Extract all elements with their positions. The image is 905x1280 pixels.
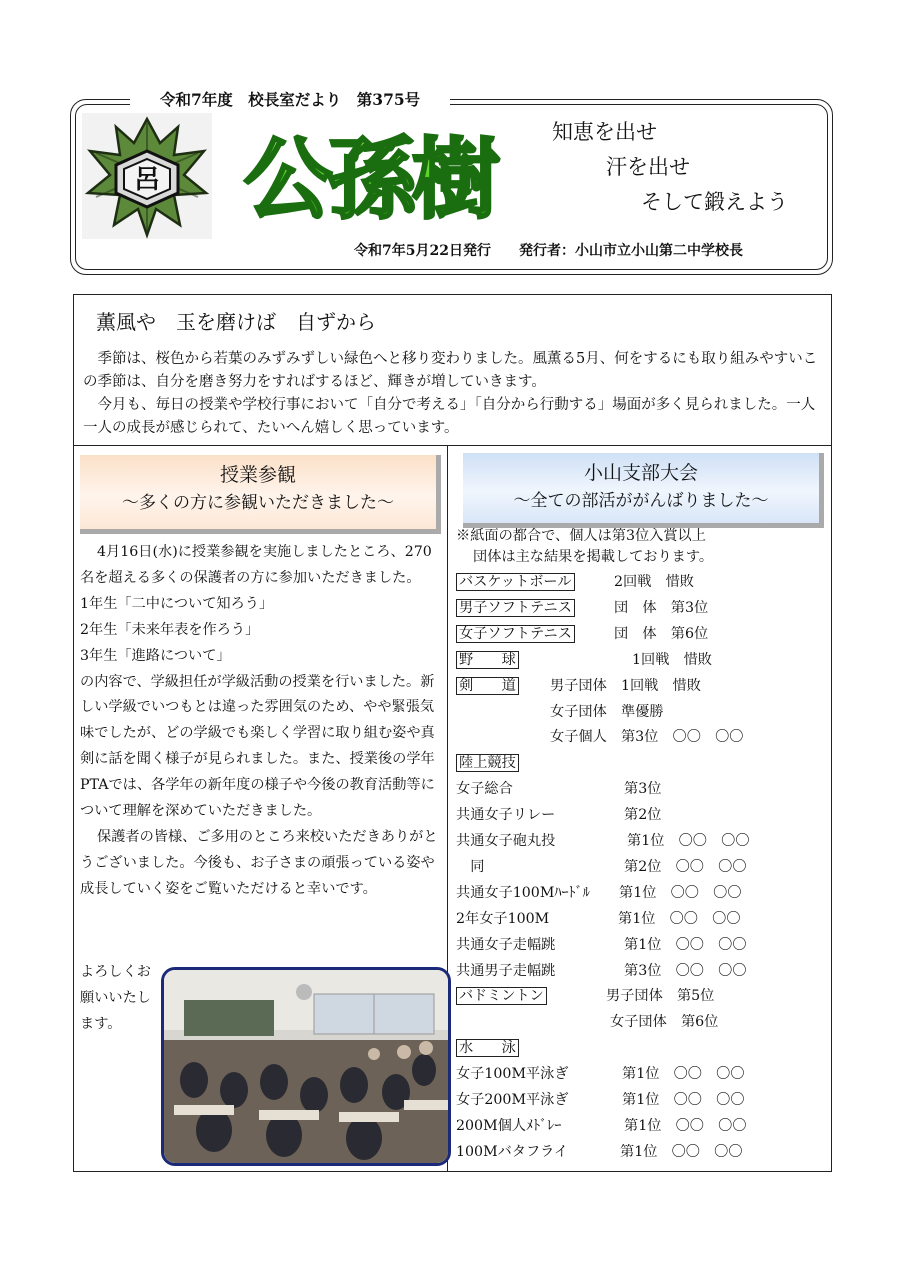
slogan-line-2: 汗を出せ xyxy=(606,155,690,179)
event-name: 女子100M平泳ぎ xyxy=(456,1066,569,1083)
emblem-text: 呂 xyxy=(133,165,161,195)
grade-topic: 2年生「未来年表を作ろう」 xyxy=(80,621,260,638)
club-name: 剣 道 xyxy=(456,677,519,695)
results-note xyxy=(456,526,713,568)
newsletter-title xyxy=(220,118,520,236)
result-category xyxy=(456,985,547,1007)
event-name: 共通女子100Mﾊｰﾄﾞﾙ xyxy=(456,884,590,901)
slogan-line-1: 知恵を出せ xyxy=(552,120,657,144)
result-category xyxy=(456,778,513,800)
event-name: 200M個人ﾒﾄﾞﾚｰ xyxy=(456,1117,562,1134)
result-detail: 第1位 〇〇 〇〇 xyxy=(622,1066,745,1083)
haiku: 薫風や 玉を磨けば 自ずから xyxy=(96,310,376,334)
result-category xyxy=(456,830,555,852)
event-name: 共通女子走幅跳 xyxy=(456,936,556,953)
event-name: 2年女子100M xyxy=(456,910,550,927)
club-name: バドミントン xyxy=(456,987,547,1005)
club-name: 陸上競技 xyxy=(456,754,519,772)
grade-topic: 3年生「進路について」 xyxy=(80,647,231,664)
tournament-title: 小山支部大会 xyxy=(583,462,698,484)
result-detail: 男子団体 1回戦 惜敗 xyxy=(550,677,701,694)
result-detail: 第1位 〇〇 〇〇 xyxy=(619,884,742,901)
note-line: 団体は主な結果を掲載しております。 xyxy=(473,549,714,565)
result-detail: 団 体 第6位 xyxy=(614,625,709,642)
article-paragraph: 4月16日(水)に授業参観を実施しましたところ、270名を超える多くの保護者の方に参加いただきました。 xyxy=(80,544,432,586)
event-name: 共通女子リレー xyxy=(456,807,556,824)
result-category xyxy=(456,649,519,671)
result-category xyxy=(456,960,555,982)
result-category xyxy=(456,675,519,697)
intro-paragraph: 今月も、毎日の授業や学校行事において「自分で考える」「自分から行動する」場面が多く見られました。一人一人の成長が感じられて、たいへん嬉しく思っています。 xyxy=(83,397,816,436)
tournament-subtitle: ～全ての部活ががんばりました～ xyxy=(513,491,769,511)
event-name: 女子200M平泳ぎ xyxy=(456,1092,569,1108)
result-detail: 1回戦 惜敗 xyxy=(632,651,712,668)
result-detail: 第2位 xyxy=(624,807,662,824)
result-detail: 第1位 〇〇 〇〇 xyxy=(627,833,750,849)
result-detail: 第3位 〇〇 〇〇 xyxy=(624,962,747,979)
result-detail: 第1位 〇〇 〇〇 xyxy=(618,910,741,927)
club-name: 男子ソフトテニス xyxy=(456,599,575,617)
result-category xyxy=(456,804,555,826)
club-name: バスケットボール xyxy=(456,573,575,591)
result-category xyxy=(456,623,575,645)
result-detail: 第1位 〇〇 〇〇 xyxy=(624,936,747,953)
result-detail: 女子個人 第3位 〇〇 〇〇 xyxy=(550,729,744,746)
newsletter-caption: 令和7年度 校長室だより 第375号 xyxy=(130,88,450,110)
classroom-photo xyxy=(161,967,451,1166)
result-detail: 第1位 〇〇 〇〇 xyxy=(622,1092,745,1108)
result-detail: 第3位 xyxy=(624,781,662,798)
section-divider xyxy=(73,445,832,446)
club-name: 女子ソフトテニス xyxy=(456,625,575,643)
class-visit-article xyxy=(80,540,442,903)
result-detail: 女子団体 第6位 xyxy=(610,1014,719,1031)
result-category xyxy=(456,1063,569,1085)
result-detail: 男子団体 第5位 xyxy=(606,988,715,1005)
result-category xyxy=(456,1089,569,1111)
school-emblem-icon xyxy=(82,113,212,239)
result-category xyxy=(456,1115,561,1137)
article-paragraph: 保護者の皆様、ご多用のところ来校いただきありがとうございました。今後も、お子さまの頑張っている姿や成長していく姿をご覧いただけると幸いです。 xyxy=(80,828,438,897)
article-closing: よろしくお願いいたします。 xyxy=(80,964,151,1032)
result-detail: 第2位 〇〇 〇〇 xyxy=(624,858,747,875)
svg-text:公孫樹: 公孫樹 xyxy=(243,128,497,231)
class-visit-heading xyxy=(80,455,441,534)
event-name: 共通女子砲丸投 xyxy=(456,833,556,849)
grade-topic: 1年生「二中について知ろう」 xyxy=(80,595,274,612)
result-category xyxy=(456,882,590,904)
result-category xyxy=(456,597,575,619)
article-paragraph: の内容で、学級担任が学級活動の授業を行いました。新しい学級でいつもとは違った雰囲気のため、やや緊張気味でしたが、どの学級でも楽しく学習に取り組む姿や真剣に話を聞く様子が見られました。また、授業後の学年PTAでは、各学年の新年度の様子や今後の教育活動等について理解を深めていただきました。 xyxy=(80,673,435,820)
tournament-heading xyxy=(463,453,824,528)
issue-info: 令和7年5月22日発行 発行者：小山市立小山第二中学校長 xyxy=(354,243,743,259)
intro-paragraph: 季節は、桜色から若葉のみずみずしい緑色へと移り変わりました。風薫る5月、何をするにも取り組みやすいこの季節は、自分を磨き努力をすればするほど、輝きが増していきます。 xyxy=(83,351,818,390)
event-name: 共通男子走幅跳 xyxy=(456,962,556,979)
event-name: 同 xyxy=(456,858,485,875)
result-category xyxy=(456,752,519,774)
class-visit-subtitle: ～多くの方に参観いただきました～ xyxy=(122,493,394,513)
intro-text xyxy=(83,348,825,440)
result-category xyxy=(456,856,484,878)
result-category xyxy=(456,571,575,593)
event-name: 女子総合 xyxy=(456,781,513,798)
slogan-line-3: そして鍛えよう xyxy=(641,190,788,214)
class-visit-title: 授業参観 xyxy=(219,464,296,486)
result-detail: 女子団体 準優勝 xyxy=(550,703,664,720)
result-category xyxy=(456,934,555,956)
club-name: 水 泳 xyxy=(456,1039,519,1057)
event-name: 100Mバタフライ xyxy=(456,1143,569,1160)
club-name: 野 球 xyxy=(456,651,519,669)
note-line: ※紙面の都合で、個人は第3位入賞以上 xyxy=(456,528,706,544)
result-category xyxy=(456,1037,519,1059)
result-detail: 2回戦 惜敗 xyxy=(614,574,694,590)
result-category xyxy=(456,1141,568,1163)
result-detail: 団 体 第3位 xyxy=(614,599,709,616)
result-detail: 第1位 〇〇 〇〇 xyxy=(624,1117,747,1134)
result-detail: 第1位 〇〇 〇〇 xyxy=(620,1143,743,1160)
result-category xyxy=(456,908,549,930)
